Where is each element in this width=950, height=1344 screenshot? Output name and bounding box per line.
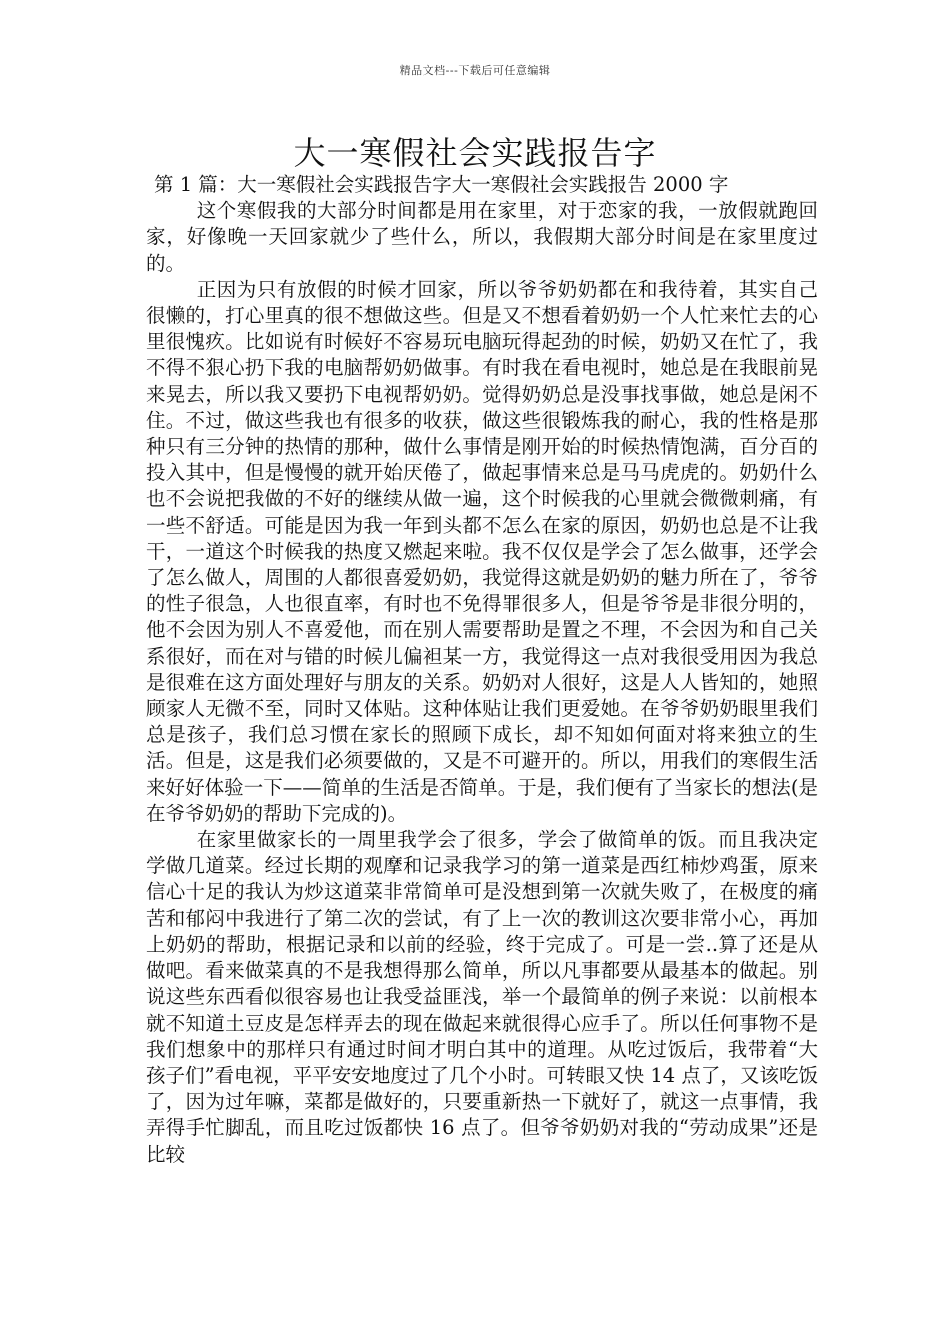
paragraph-2: 正因为只有放假的时候才回家，所以爷爷奶奶都在和我待着，其实自己很懒的，打心里真的很不想做这些。但是又不想看着奶奶一个人忙来忙去的心里很愧疚。比如说有时候好不容易玩电脑玩得起劲的时候，奶奶又在忙了，我不得不狠心扔下我的电脑帮奶奶做事。有时我在看电视时，她总是在我眼前晃来晃去，所以我又要扔下电视帮奶奶。觉得奶奶总是没事找事做，她总是闲不住。不过，做这些我也有很多的收获，做这些很锻炼我的耐心，我的性格是那种只有三分钟的热情的那种，做什么事情是刚开始的时候热情饱满，百分百的投入其中，但是慢慢的就开始厌倦了，做起事情来总是马马虎虎的。奶奶什么也不会说把我做的不好的继续从做一遍，这个时候我的心里就会微微刺痛，有一些不舒适。可能是因为我一年到头都不怎么在家的原因，奶奶也总是不让我干，一道这个时候我的热度又燃起来啦。我不仅仅是学会了怎么做事，还学会了怎么做人，周围的人都很喜爱奶奶，我觉得这就是奶奶的魅力所在了，爷爷的性子很急，人也很直率，有时也不免得罪很多人，但是爷爷是非很分明的，他不会因为别人不喜爱他，而在别人需要帮助是置之不理，不会因为和自己关系很好，而在对与错的时候儿偏袒某一方，我觉得这一点对我很受用因为我总是很难在这方面处理好与朋友的关系。奶奶对人很好，这是人人皆知的，她照顾家人无微不至，同时又体贴。这种体贴让我们更爱她。在爷爷奶奶眼里我们总是孩子，我们总习惯在家长的照顾下成长，却不知如何面对将来独立的生活。但是，这是我们必须要做的，又是不可避开的。所以，用我们的寒假生活来好好体验一下——简单的生活是否简单。于是，我们便有了当家长的想法(是在爷爷奶奶的帮助下完成的)。 <box>146 277 818 825</box>
chapter-heading: 第 1 篇：大一寒假社会实践报告字大一寒假社会实践报告 2000 字 <box>154 173 729 196</box>
document-body <box>146 172 818 1168</box>
header-note: 精品文档---下载后可任意编辑 <box>399 64 551 77</box>
paragraph-3: 在家里做家长的一周里我学会了很多，学会了做简单的饭。而且我决定学做几道菜。经过长期的观摩和记录我学习的第一道菜是西红柿炒鸡蛋，原来信心十足的我认为炒这道菜非常简单可是没想到第一次就失败了，在极度的痛苦和郁闷中我进行了第二次的尝试，有了上一次的教训这次要非常小心，再加上奶奶的帮助，根据记录和以前的经验，终于完成了。可是一尝..算了还是从做吧。看来做菜真的不是我想得那么简单，所以凡事都要从最基本的做起。别说这些东西看似很容易也让我受益匪浅，举一个最简单的例子来说：以前根本就不知道土豆皮是怎样弄去的现在做起来就很得心应手了。所以任何事物不是我们想象中的那样只有通过时间才明白其中的道理。从吃过饭后，我带着“大孩子们”看电视，平平安安地度过了几个小时。可转眼又快 14 点了，又该吃饭了，因为过年嘛，菜都是做好的，只要重新热一下就好了，就这一点事情，我弄得手忙脚乱，而且吃过饭都快 16 点了。但爷爷奶奶对我的“劳动成果”还是比较 <box>146 828 818 1166</box>
paragraph-1: 这个寒假我的大部分时间都是用在家里，对于恋家的我，一放假就跑回家，好像晚一天回家就少了些什么，所以，我假期大部分时间是在家里度过的。 <box>146 199 818 275</box>
document-title: 大一寒假社会实践报告字 <box>293 134 657 172</box>
